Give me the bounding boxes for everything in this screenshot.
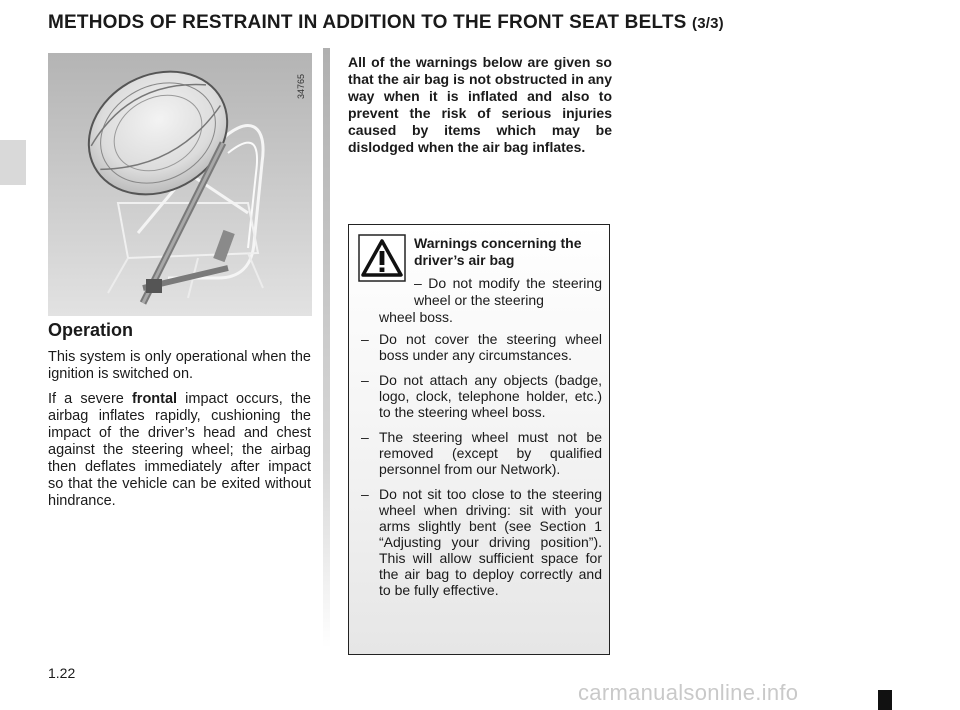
warning-box (348, 224, 610, 655)
airbag-drawing (48, 53, 312, 316)
warning-item-text: Do not sit too close to the steering wheel when driving: sit with your arms slightly bent (see Section 1 “Adjusting your driving position”). This will allow sufficient space for the air bag to deploy correctly and to be fully effective. (379, 486, 602, 598)
warning-item (361, 331, 602, 363)
warning-title: Warnings concerning the driver’s air bag (414, 235, 582, 268)
dash-bullet: – (361, 486, 369, 502)
figure-reference: 34765 (296, 73, 306, 99)
page-title (48, 12, 724, 34)
chapter-tab (0, 140, 26, 185)
operation-paragraph-1: This system is only operational when the ignition is switched on. (48, 349, 311, 382)
operation-paragraph-2 (48, 391, 311, 510)
warning-item-text: Do not attach any objects (badge, logo, clock, telephone holder, etc.) to the steering wheel boss. (379, 372, 602, 420)
warning-item (361, 372, 602, 420)
dash-bullet: – (361, 429, 369, 445)
warning-item (361, 429, 602, 477)
warning-item-first: – Do not modify the steering wheel or the steering (414, 275, 602, 308)
warning-triangle-icon (358, 234, 406, 282)
warning-item (361, 486, 602, 598)
corner-marker (878, 690, 892, 710)
warning-item-first-continued: wheel boss. (379, 309, 453, 325)
warnings-intro: All of the warnings below are given so that the air bag is not obstructed in any way when it is inflated and also to prevent the risk of serious injuries caused by items which may be dislodged when the air bag inflates. (348, 54, 612, 155)
page-part-indicator: (3/3) (692, 15, 724, 32)
page-number: 1.22 (48, 665, 76, 681)
warning-item-text: Do not cover the steering wheel boss under any circumstances. (379, 331, 602, 363)
watermark: carmanualsonline.info (578, 680, 799, 705)
warning-list (361, 331, 602, 607)
airbag-illustration (48, 53, 312, 316)
operation-heading: Operation (48, 320, 134, 340)
dash-bullet: – (361, 372, 369, 388)
emphasis-text: frontal (131, 391, 178, 407)
paragraph-text: If a severe (48, 391, 132, 407)
paragraph-text: impact occurs, the airbag inflates rapidly, cushioning the impact of the driver’s head and chest against the steering wheel; the airbag then deflates immediately after impact so that the vehicle can be exited without hindrance. (48, 391, 311, 509)
dash-bullet: – (361, 331, 369, 347)
column-divider (323, 48, 330, 648)
warning-item-text: The steering wheel must not be removed (except by qualified personnel from our Network). (379, 429, 602, 477)
page-title-text: METHODS OF RESTRAINT IN ADDITION TO THE FRONT SEAT BELTS (48, 12, 687, 33)
